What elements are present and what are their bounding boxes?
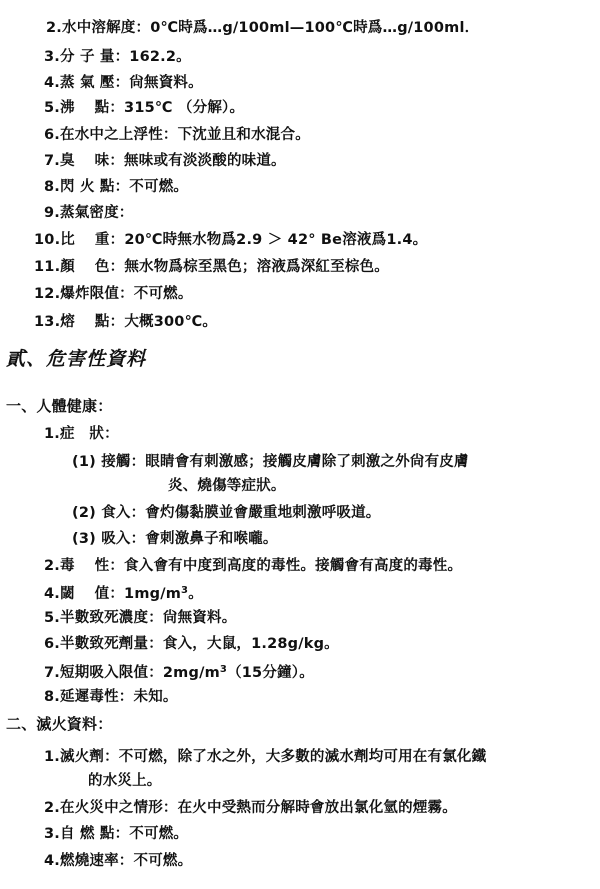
- vapor-pressure-line: 4.蒸 氣 壓：尙無資料。: [44, 75, 203, 91]
- contact-line-1: (1) 接觸：眼睛會有刺激感；接觸皮膚除了刺激之外尙有皮膚: [72, 454, 469, 470]
- threshold-end: 。: [188, 586, 203, 602]
- molecular-weight-line: 3.分 子 量：162.2。: [44, 49, 191, 65]
- fire-situation-line: 2.在火災中之情形：在火中受熱而分解時會放出氯化氫的煙霧。: [44, 800, 457, 816]
- boiling-point-line: 5.沸 點：315℃ （分解）。: [44, 100, 245, 116]
- threshold-exponent: 3: [181, 585, 189, 596]
- odor-line: 7.臭 味：無味或有淡淡酸的味道。: [44, 153, 286, 169]
- melting-point-line: 13.熔 點：大概300℃。: [34, 314, 218, 330]
- solubility-line: 2.水中溶解度：0℃時爲…g/100ml—100℃時爲…g/100ml．: [46, 20, 480, 36]
- autoignition-line: 3.自 燃 點：不可燃。: [44, 826, 189, 842]
- extinguishing-agent-line-1: 1.滅火劑：不可燃，除了水之外，大多數的滅水劑均可用在有氯化鐵: [44, 749, 487, 765]
- health-heading: 一、人體健康：: [6, 397, 113, 415]
- fire-heading: 二、滅火資料：: [6, 715, 113, 733]
- float-line: 6.在水中之上浮性：下沈並且和水混合。: [44, 127, 310, 143]
- burning-rate-line: 4.燃燒速率：不可燃。: [44, 853, 193, 869]
- explosion-limit-line: 12.爆炸限值：不可燃。: [34, 286, 193, 302]
- lc50-line: 5.半數致死濃度：尙無資料。: [44, 610, 237, 626]
- threshold-line: [44, 581, 203, 604]
- delayed-toxicity-line: 8.延遲毒性：未知。: [44, 689, 178, 705]
- toxicity-line: 2.毒 性：食入會有中度到高度的毒性。接觸會有高度的毒性。: [44, 558, 463, 574]
- inhalation-line: (3) 吸入：會刺激鼻子和喉嚨。: [72, 531, 278, 547]
- threshold-text: 4.閾 值：1mg/m: [44, 586, 182, 602]
- specific-gravity-line: 10.比 重：20℃時無水物爲2.9 ＞ 42° Be溶液爲1.4。: [34, 232, 428, 248]
- ld50-line: 6.半數致死劑量：食入，大鼠，1.28g/kg。: [44, 636, 339, 652]
- flash-point-line: 8.閃 火 點：不可燃。: [44, 179, 189, 195]
- stel-line: [44, 660, 314, 683]
- vapor-density-line: 9.蒸氣密度：: [44, 205, 134, 221]
- ingestion-line: (2) 食入：會灼傷黏膜並會嚴重地刺激呼吸道。: [72, 505, 381, 521]
- extinguishing-agent-line-2: 的水災上。: [88, 773, 162, 789]
- color-line: 11.顏 色：無水物爲棕至黑色；溶液爲深紅至棕色。: [34, 259, 389, 275]
- contact-line-2: 炎、燒傷等症狀。: [168, 478, 286, 494]
- stel-text: 7.短期吸入限值：2mg/m: [44, 665, 220, 681]
- stel-end: （15分鐘）。: [227, 665, 314, 681]
- symptoms-line: 1.症 狀：: [44, 426, 119, 442]
- stel-exponent: 3: [219, 664, 228, 675]
- section-heading: 貳、危害性資料: [6, 348, 147, 370]
